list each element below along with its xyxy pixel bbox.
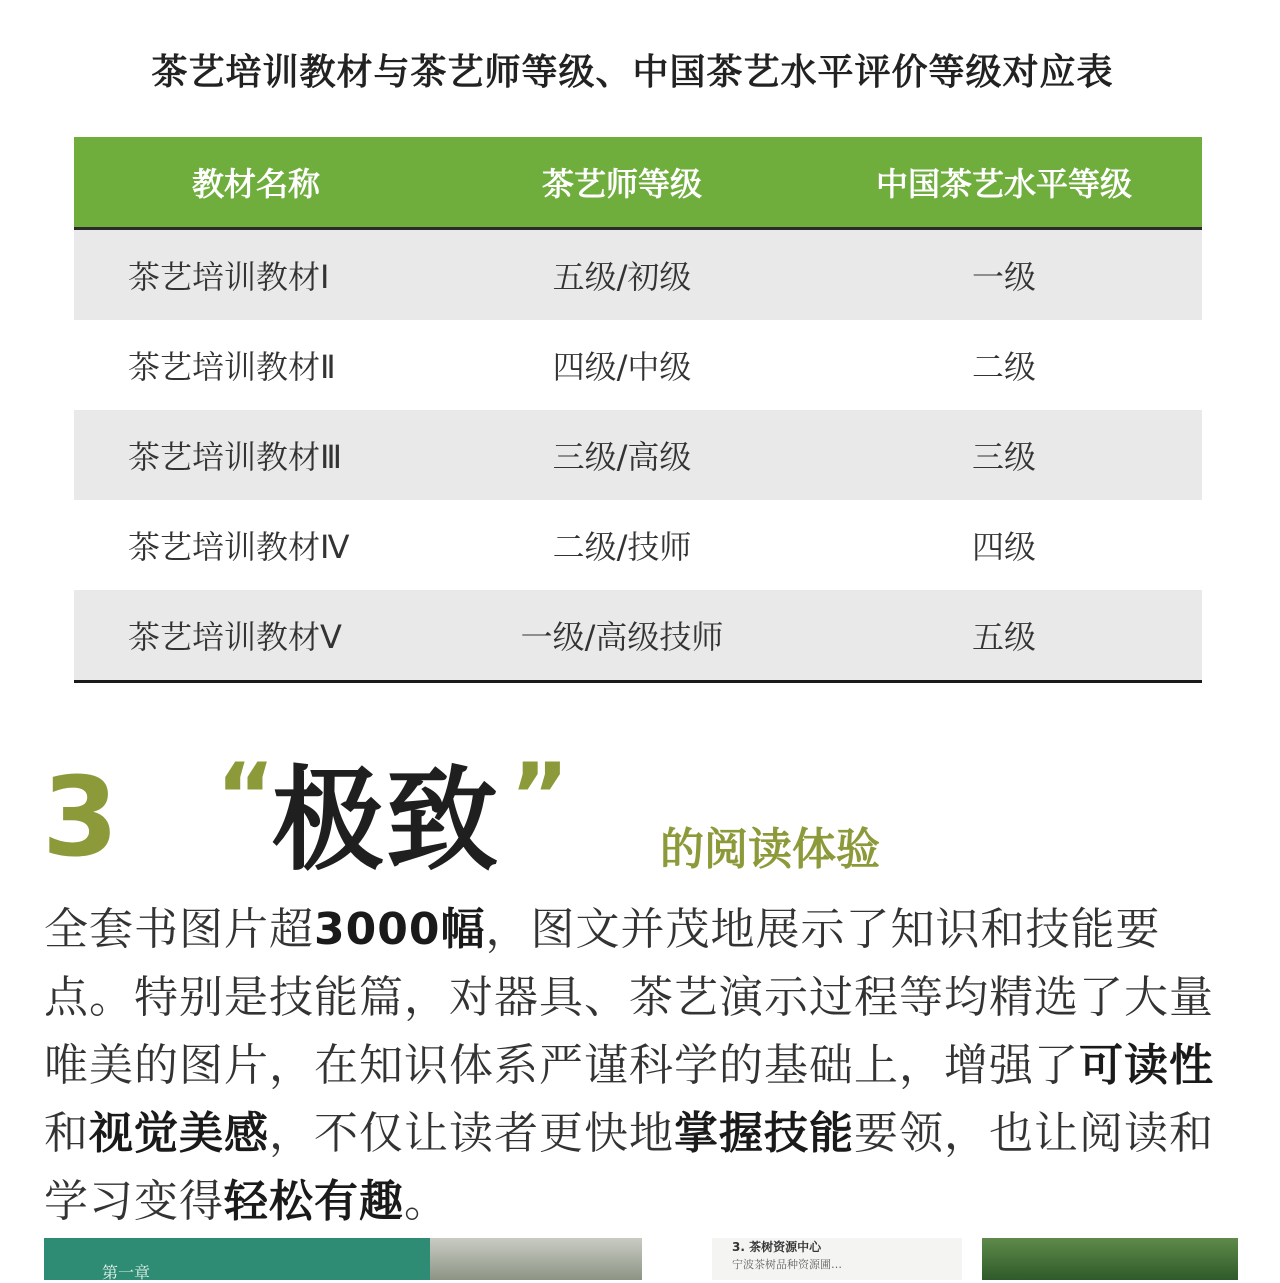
para-text: 全套书图片超 xyxy=(44,904,314,955)
thumbnail-chapter-cover xyxy=(44,1238,430,1280)
header-textbook: 教材名称 xyxy=(191,165,320,203)
para-text: 和 xyxy=(44,1108,89,1159)
para-text: 。 xyxy=(404,1176,449,1227)
body-paragraph xyxy=(44,896,1244,1236)
section-headline: 极致 xyxy=(272,756,500,886)
table-row xyxy=(74,500,1202,590)
para-emphasis: 3000幅 xyxy=(314,904,486,955)
cell-artist-level: 五级/初级 xyxy=(552,258,692,296)
thumbnail-text-page xyxy=(712,1238,962,1280)
cell-china-level: 五级 xyxy=(971,618,1036,656)
para-emphasis: 轻松有趣 xyxy=(224,1176,404,1227)
para-emphasis: 掌握技能 xyxy=(674,1108,854,1159)
cell-artist-level: 二级/技师 xyxy=(552,528,692,566)
cell-china-level: 一级 xyxy=(971,258,1036,296)
table-row xyxy=(74,230,1202,320)
table-header xyxy=(74,137,1202,230)
cell-china-level: 四级 xyxy=(971,528,1036,566)
cell-textbook: 茶艺培训教材Ⅰ xyxy=(128,258,330,296)
close-quote: ” xyxy=(510,744,570,849)
para-emphasis: 可读性 xyxy=(1079,1040,1214,1091)
para-text: ，图文并茂地展示了知识和技能要点。特别是技能篇，对器具、茶艺演示过程等均精选了大量唯美的图片，在知识体系严谨科学的基础上，增强了 xyxy=(44,904,1214,1091)
level-table xyxy=(74,137,1202,683)
para-emphasis: 视觉美感 xyxy=(89,1108,269,1159)
para-text: ，不仅让读者更快地 xyxy=(269,1108,674,1159)
cell-artist-level: 三级/高级 xyxy=(552,438,692,476)
thumbnail-tree-photo xyxy=(430,1238,642,1280)
cell-china-level: 三级 xyxy=(971,438,1036,476)
thumbnail-caption: 第一章 xyxy=(102,1263,151,1282)
cell-textbook: 茶艺培训教材Ⅳ xyxy=(128,528,350,566)
table-row xyxy=(74,320,1202,410)
thumbnail-heading: 3. 茶树资源中心 xyxy=(732,1240,822,1254)
section-number: 3 xyxy=(42,753,119,881)
para-text: 要领，也让阅读和学习变得 xyxy=(44,1108,1214,1227)
header-china-level: 中国茶艺水平等级 xyxy=(875,165,1132,203)
header-tea-artist-level: 茶艺师等级 xyxy=(541,165,702,203)
cell-artist-level: 一级/高级技师 xyxy=(520,618,724,656)
cell-textbook: 茶艺培训教材Ⅴ xyxy=(128,618,342,656)
cell-textbook: 茶艺培训教材Ⅲ xyxy=(128,438,343,476)
cell-artist-level: 四级/中级 xyxy=(552,348,692,386)
section-subheading: 的阅读体验 xyxy=(660,824,880,875)
cell-textbook: 茶艺培训教材Ⅱ xyxy=(128,348,336,386)
open-quote: “ xyxy=(216,744,276,849)
table-row xyxy=(74,590,1202,680)
thumbnail-body: 宁波茶树品种资源圃… xyxy=(732,1258,842,1271)
table-row xyxy=(74,410,1202,500)
cell-china-level: 二级 xyxy=(971,348,1036,386)
thumbnail-tea-garden-photo xyxy=(982,1238,1238,1280)
page-title: 茶艺培训教材与茶艺师等级、中国茶艺水平评价等级对应表 xyxy=(151,52,1114,93)
